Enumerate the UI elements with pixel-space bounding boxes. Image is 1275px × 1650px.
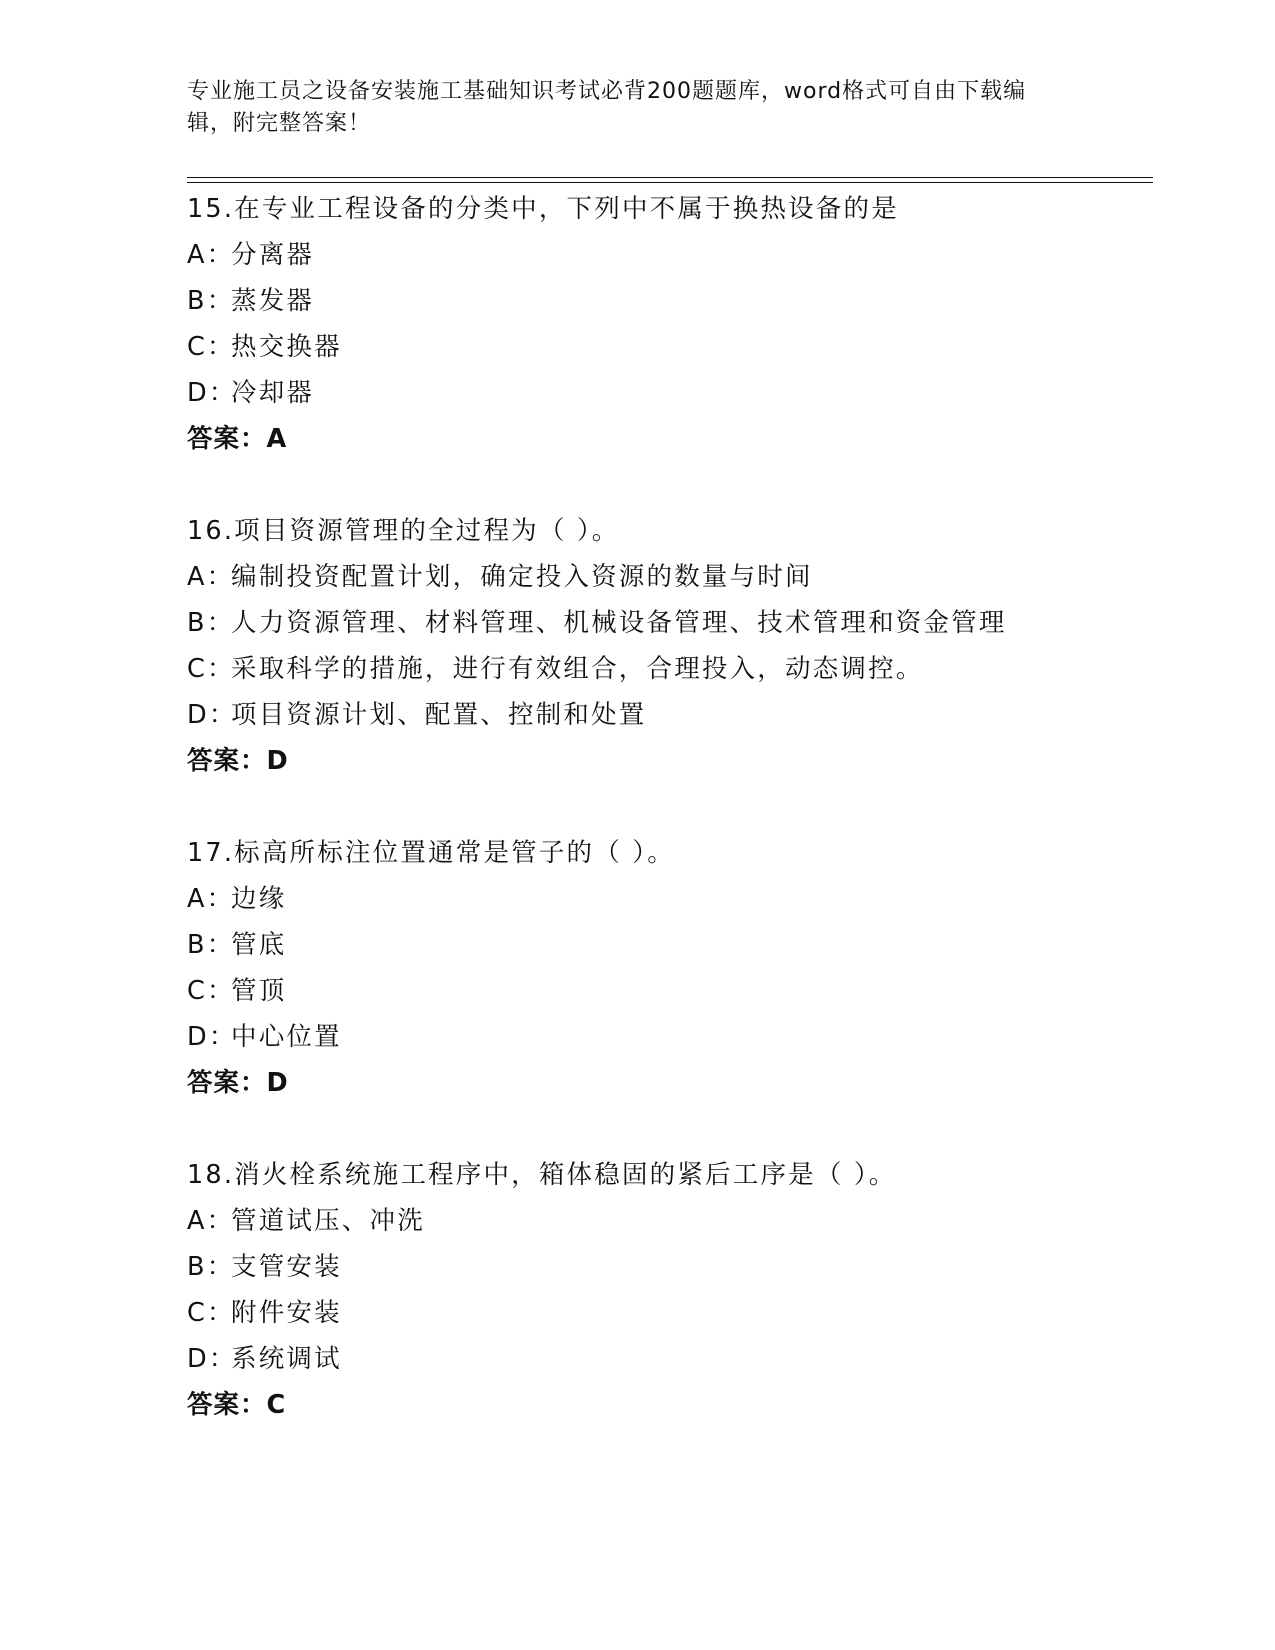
option-key: C： [187, 1298, 235, 1328]
header-divider-bottom [187, 182, 1153, 183]
option-key: C： [187, 654, 235, 684]
option-key: A： [187, 884, 235, 914]
option-text: 人力资源管理、材料管理、机械设备管理、技术管理和资金管理 [231, 608, 1007, 638]
option-key: C： [187, 976, 235, 1006]
option-text: 编制投资配置计划，确定投入资源的数量与时间 [231, 562, 813, 592]
option-text: 管底 [231, 930, 287, 960]
option-key: D： [187, 378, 237, 408]
option-b [187, 922, 1153, 968]
question-list [187, 186, 1153, 1474]
answer-line: 答案：D [187, 1068, 289, 1098]
option-text: 管顶 [231, 976, 287, 1006]
question-stem: 16.项目资源管理的全过程为（ ）。 [187, 516, 620, 546]
option-text: 系统调试 [231, 1344, 342, 1374]
option-c [187, 1290, 1153, 1336]
question-stem: 18.消火栓系统施工程序中，箱体稳固的紧后工序是（ ）。 [187, 1160, 897, 1190]
option-key: A： [187, 562, 235, 592]
document-title: 专业施工员之设备安装施工基础知识考试必背200题题库，word格式可自由下载编辑，附完整答案！ [187, 79, 1027, 136]
option-text: 分离器 [231, 240, 315, 270]
option-d [187, 370, 1153, 416]
option-a [187, 1198, 1153, 1244]
option-key: D： [187, 1022, 237, 1052]
option-c [187, 968, 1153, 1014]
question-18 [187, 1152, 1153, 1428]
option-key: B： [187, 286, 235, 316]
option-d [187, 692, 1153, 738]
option-b [187, 278, 1153, 324]
answer-line: 答案：D [187, 746, 289, 776]
answer-line: 答案：C [187, 1390, 287, 1420]
option-d [187, 1336, 1153, 1382]
option-key: A： [187, 240, 235, 270]
option-text: 项目资源计划、配置、控制和处置 [231, 700, 647, 730]
option-key: A： [187, 1206, 235, 1236]
header-divider-top [187, 177, 1153, 178]
option-d [187, 1014, 1153, 1060]
option-key: B： [187, 1252, 235, 1282]
question-16 [187, 508, 1153, 784]
option-c [187, 324, 1153, 370]
option-text: 冷却器 [231, 378, 315, 408]
option-key: D： [187, 1344, 237, 1374]
option-c [187, 646, 1153, 692]
option-text: 边缘 [231, 884, 287, 914]
option-key: C： [187, 332, 235, 362]
option-text: 蒸发器 [231, 286, 315, 316]
option-b [187, 1244, 1153, 1290]
option-text: 热交换器 [231, 332, 342, 362]
option-text: 管道试压、冲洗 [231, 1206, 425, 1236]
option-key: D： [187, 700, 237, 730]
option-a [187, 554, 1153, 600]
option-key: B： [187, 608, 235, 638]
question-17 [187, 830, 1153, 1106]
option-text: 附件安装 [231, 1298, 342, 1328]
option-a [187, 232, 1153, 278]
option-text: 中心位置 [231, 1022, 342, 1052]
question-stem: 15.在专业工程设备的分类中，下列中不属于换热设备的是 [187, 194, 899, 224]
option-text: 采取科学的措施，进行有效组合，合理投入，动态调控。 [231, 654, 924, 684]
answer-line: 答案：A [187, 424, 288, 454]
option-b [187, 600, 1153, 646]
option-text: 支管安装 [231, 1252, 342, 1282]
option-a [187, 876, 1153, 922]
question-15 [187, 186, 1153, 462]
question-stem: 17.标高所标注位置通常是管子的（ ）。 [187, 838, 675, 868]
option-key: B： [187, 930, 235, 960]
